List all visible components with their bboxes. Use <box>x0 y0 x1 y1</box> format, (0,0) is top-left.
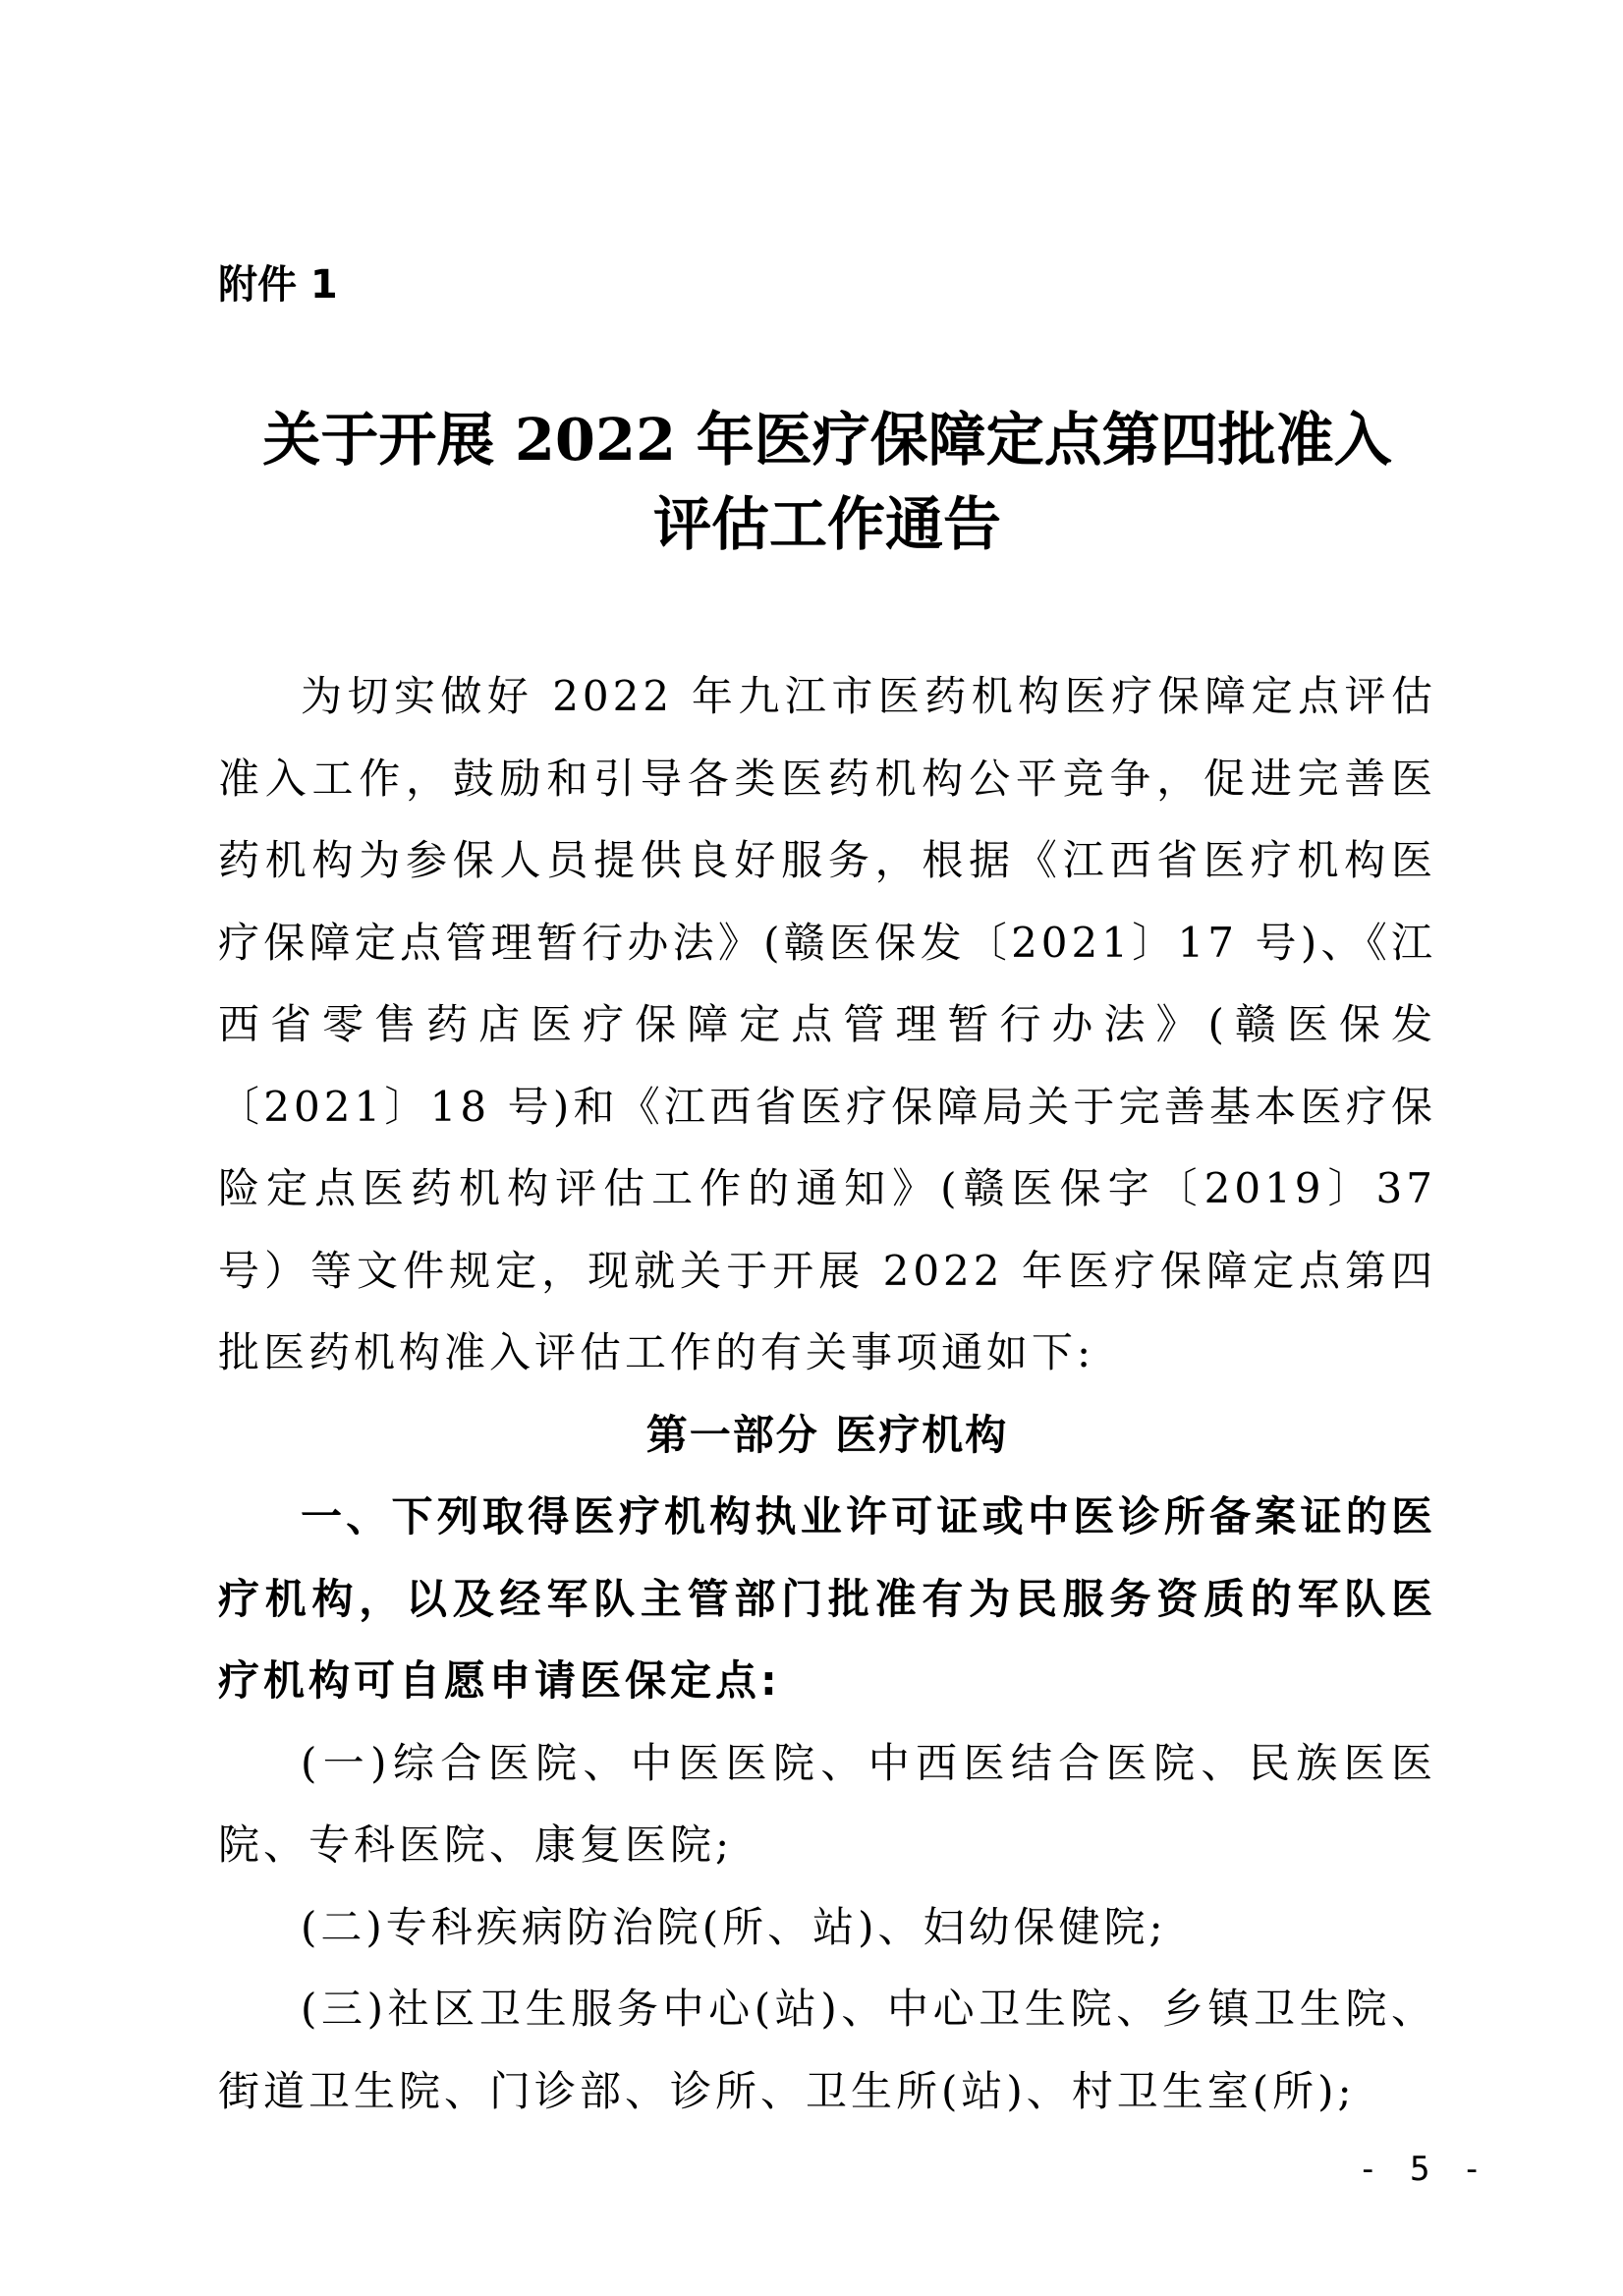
intro-paragraph: 为切实做好 2022 年九江市医药机构医疗保障定点评估准入工作，鼓励和引导各类医药机构公平竞争，促进完善医药机构为参保人员提供良好服务，根据《江西省医疗机构医疗保障定点管理暂行办法》(赣医保发〔2021〕17 号)、《江西省零售药店医疗保障定点管理暂行办法》(赣医保发〔2021〕18 号)和《江西省医疗保障局关于完善基本医疗保险定点医药机构评估工作的通知》(赣医保字〔2019〕37 号）等文件规定，现就关于开展 2022 年医疗保障定点第四批医药机构准入评估工作的有关事项通如下: <box>218 672 1436 1376</box>
sub-item: (一)综合医院、中医医院、中西医结合医院、民族医医院、专科医院、康复医院; <box>218 1738 1436 1869</box>
item-heading: 一、下列取得医疗机构执业许可证或中医诊所备案证的医疗机构，以及经军队主管部门批准有为民服务资质的军队医疗机构可自愿申请医保定点: <box>218 1492 1436 1705</box>
document-title-line-2: 评估工作通告 <box>652 490 1001 558</box>
document-body <box>218 655 1436 2132</box>
attachment-label: 附件 1 <box>218 262 338 308</box>
sub-item: (三)社区卫生服务中心(站)、中心卫生院、乡镇卫生院、街道卫生院、门诊部、诊所、卫生所(站)、村卫生室(所); <box>218 1985 1436 2115</box>
document-title <box>218 398 1436 567</box>
page-number: - 5 - <box>1358 2150 1488 2189</box>
document-title-line-1: 关于开展 2022 年医疗保障定点第四批准入 <box>262 406 1392 474</box>
sub-item: (二)专科疾病防治院(所、站)、妇幼保健院; <box>301 1902 1167 1951</box>
section-heading: 第一部分 医疗机构 <box>645 1410 1009 1459</box>
